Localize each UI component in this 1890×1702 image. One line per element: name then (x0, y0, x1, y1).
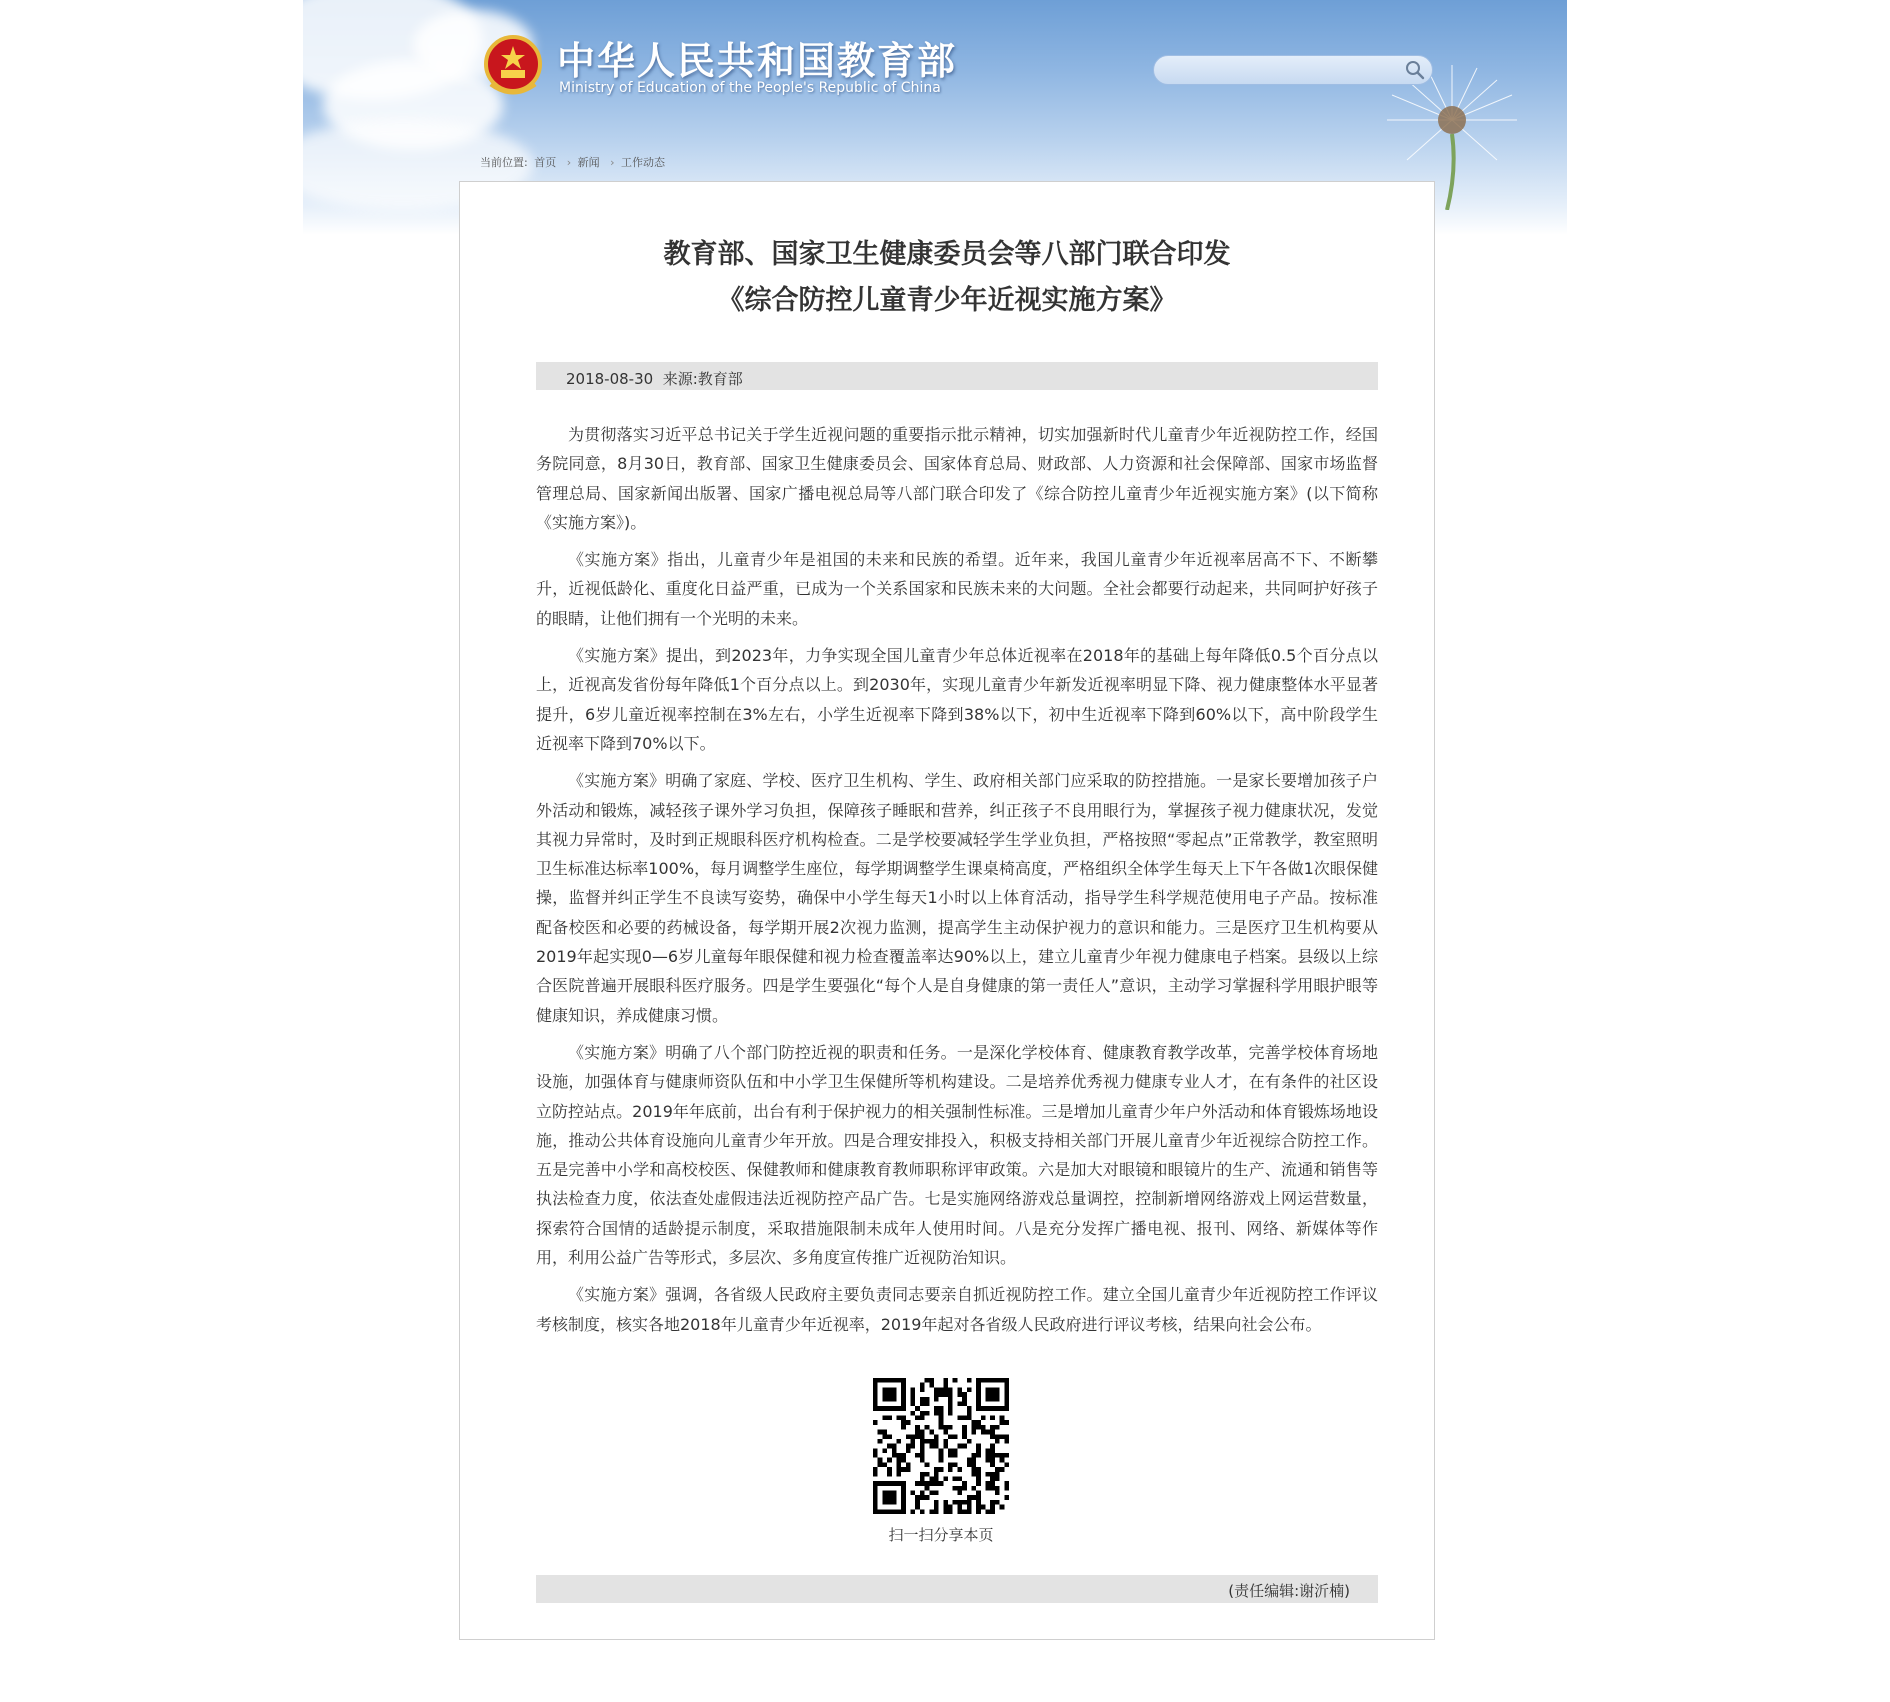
article-paragraph: 《实施方案》明确了家庭、学校、医疗卫生机构、学生、政府相关部门应采取的防控措施。一是家长要增加孩子户外活动和锻炼，减轻孩子课外学习负担，保障孩子睡眠和营养，纠正孩子不良用眼行为，掌握孩子视力健康状况，发觉其视力异常时，及时到正规眼科医疗机构检查。二是学校要减轻学生学业负担，严格按照“零起点”正常教学，教室照明卫生标准达标率100%，每月调整学生座位，每学期调整学生课桌椅高度，严格组织全体学生每天上下午各做1次眼保健操，监督并纠正学生不良读写姿势，确保中小学生每天1小时以上体育活动，指导学生科学规范使用电子产品。按标准配备校医和必要的药械设备，每学期开展2次视力监测，提高学生主动保护视力的意识和能力。三是医疗卫生机构要从2019年起实现0—6岁儿童每年眼保健和视力检查覆盖率达90%以上，建立儿童青少年视力健康电子档案。县级以上综合医院普遍开展眼科医疗服务。四是学生要强化“每个人是自身健康的第一责任人”意识，主动学习掌握科学用眼护眼等健康知识，养成健康习惯。 (536, 771, 1378, 1025)
breadcrumb-news[interactable]: 新闻 (577, 156, 600, 169)
qr-share-block (873, 1378, 1009, 1545)
breadcrumb-work-news[interactable]: 工作动态 (621, 156, 666, 169)
article-title-line1: 教育部、国家卫生健康委员会等八部门联合印发 (663, 239, 1231, 270)
article-meta: 2018-08-30 来源:教育部 (566, 370, 743, 388)
article-body (536, 420, 1378, 1347)
chevron-right-icon: › (566, 156, 572, 169)
breadcrumb-label: 当前位置: (480, 156, 528, 169)
article-paragraph: 《实施方案》明确了八个部门防控近视的职责和任务。一是深化学校体育、健康教育教学改革，完善学校体育场地设施，加强体育与健康师资队伍和中小学卫生保健所等机构建设。二是培养优秀视力健康专业人才，在有条件的社区设立防控站点。2019年年底前，出台有利于保护视力的相关强制性标准。三是增加儿童青少年户外活动和体育锻炼场地设施，推动公共体育设施向儿童青少年开放。四是合理安排投入，积极支持相关部门开展儿童青少年近视综合防控工作。五是完善中小学和高校校医、保健教师和健康教育教师职称评审政策。六是加大对眼镜和眼镜片的生产、流通和销售等执法检查力度，依法查处虚假违法近视防控产品广告。七是实施网络游戏总量调控，控制新增网络游戏上网运营数量，探索符合国情的适龄提示制度，采取措施限制未成年人使用时间。八是充分发挥广播电视、报刊、网络、新媒体等作用，利用公益广告等形式，多层次、多角度宣传推广近视防治知识。 (536, 1042, 1378, 1268)
qr-caption: 扫一扫分享本页 (888, 1526, 994, 1544)
site-subtitle: Ministry of Education of the People's Republic of China (559, 80, 941, 96)
qr-code-icon[interactable] (873, 1378, 1009, 1514)
article-meta-bar (536, 362, 1378, 390)
site-container (303, 0, 1567, 1702)
article-paragraph: 《实施方案》指出，儿童青少年是祖国的未来和民族的希望。近年来，我国儿童青少年近视率居高不下、不断攀升，近视低龄化、重度化日益严重，已成为一个关系国家和民族未来的大问题。全社会都要行动起来，共同呵护好孩子的眼睛，让他们拥有一个光明的未来。 (536, 550, 1378, 628)
article-paragraph: 《实施方案》强调，各省级人民政府主要负责同志要亲自抓近视防控工作。建立全国儿童青少年近视防控工作评议考核制度，核实各地2018年儿童青少年近视率，2019年起对各省级人民政府进行评议考核，结果向社会公布。 (536, 1285, 1378, 1334)
chevron-right-icon: › (610, 156, 615, 169)
article-paragraph: 为贯彻落实习近平总书记关于学生近视问题的重要指示批示精神，切实加强新时代儿童青少年近视防控工作，经国务院同意，8月30日，教育部、国家卫生健康委员会、国家体育总局、财政部、人力资源和社会保障部、国家市场监督管理总局、国家新闻出版署、国家广播电视总局等八部门联合印发了《综合防控儿童青少年近视实施方案》(以下简称《实施方案》)。 (536, 425, 1378, 532)
breadcrumb (480, 154, 668, 170)
article-paragraph: 《实施方案》提出，到2023年，力争实现全国儿童青少年总体近视率在2018年的基础上每年降低0.5个百分点以上，近视高发省份每年降低1个百分点以上。到2030年，实现儿童青少年新发近视率明显下降、视力健康整体水平显著提升，6岁儿童近视率控制在3%左右，小学生近视率下降到38%以下，初中生近视率下降到60%以下，高中阶段学生近视率下降到70%以下。 (536, 646, 1378, 753)
national-emblem-icon (483, 34, 543, 100)
article-title-line2: 《综合防控儿童青少年近视实施方案》 (717, 285, 1177, 316)
breadcrumb-home[interactable]: 首页 (534, 156, 557, 169)
editor-bar (536, 1575, 1378, 1603)
search-icon[interactable] (1404, 59, 1426, 81)
article-panel (459, 181, 1435, 1640)
search-input[interactable] (1166, 60, 1390, 82)
article-title (460, 232, 1434, 324)
responsible-editor: (责任编辑:谢沂楠) (1228, 1582, 1350, 1600)
site-title[interactable]: 中华人民共和国教育部 (557, 39, 958, 83)
search-box (1153, 55, 1433, 85)
